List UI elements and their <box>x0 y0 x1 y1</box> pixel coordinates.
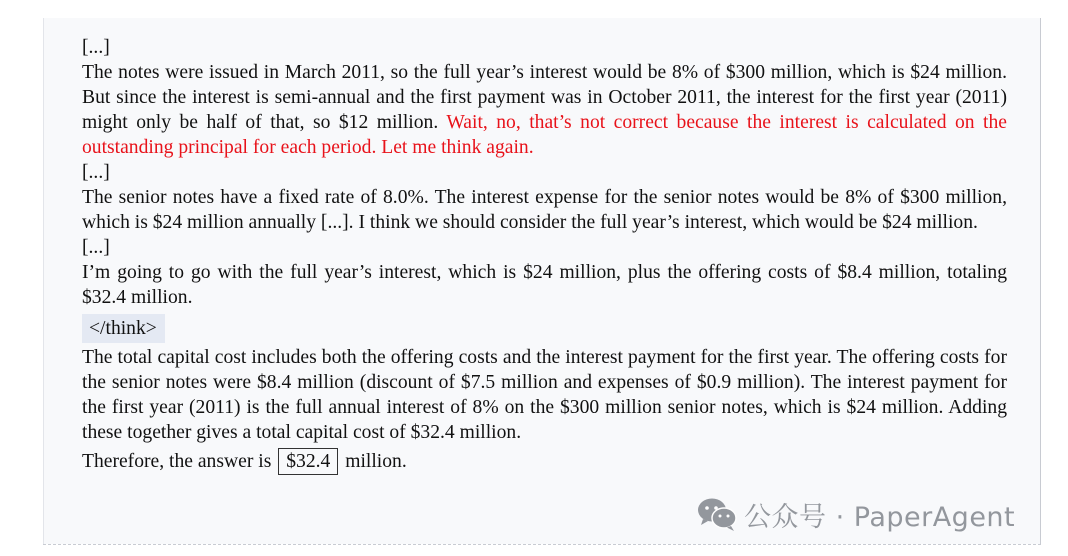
watermark <box>696 494 1015 534</box>
paragraph-notes-issued <box>82 60 1007 160</box>
reasoning-transcript <box>82 35 1007 475</box>
think-close-tag: </think> <box>82 314 165 343</box>
red-highlighted-reflection: Wait, no, that’s not correct because the interest is calculated on the outstanding principal for each period. Let me think again. <box>82 112 1007 158</box>
answer-prefix: Therefore, the answer is <box>82 451 272 472</box>
ellipsis-marker: [...] <box>82 162 110 183</box>
paragraph-total-capital-cost: The total capital cost includes both the offering costs and the interest payment for the first year. The offering costs for the senior notes were $8.4 million (discount of $7.5 million and expenses of $0.9 million). The interest payment for the first year (2011) is the full annual interest of 8% on the $300 million senior notes, which is $24 million. Adding these together gives a total capital cost of $32.4 million. <box>82 347 1007 443</box>
paragraph-full-year: I’m going to go with the full year’s interest, which is $24 million, plus the offering costs of $8.4 million, totaling $32.4 million. <box>82 262 1007 308</box>
ellipsis-marker: [...] <box>82 37 110 58</box>
boxed-answer: $32.4 <box>278 448 338 475</box>
ellipsis-marker: [...] <box>82 237 110 258</box>
wechat-icon <box>696 496 738 532</box>
answer-suffix: million. <box>345 451 407 472</box>
paragraph-senior-notes: The senior notes have a fixed rate of 8.0%. The interest expense for the senior notes would be 8% of $300 million, which is $24 million annually [...]. I think we should consider the full year’s interest, which would be $24 million. <box>82 187 1007 233</box>
paragraph-text: The notes were issued in March 2011, so the full year’s interest would be 8% of $300 million, which is $24 million. But since the interest is semi-annual and the first payment was in October 2011, the interest for the first year (2011) might only be half of that, so $12 million. <box>82 62 1007 133</box>
final-answer <box>82 448 1007 475</box>
dashed-divider <box>43 544 1041 545</box>
think-close-row <box>82 310 1007 345</box>
watermark-text: 公众号 · PaperAgent <box>744 501 1016 533</box>
